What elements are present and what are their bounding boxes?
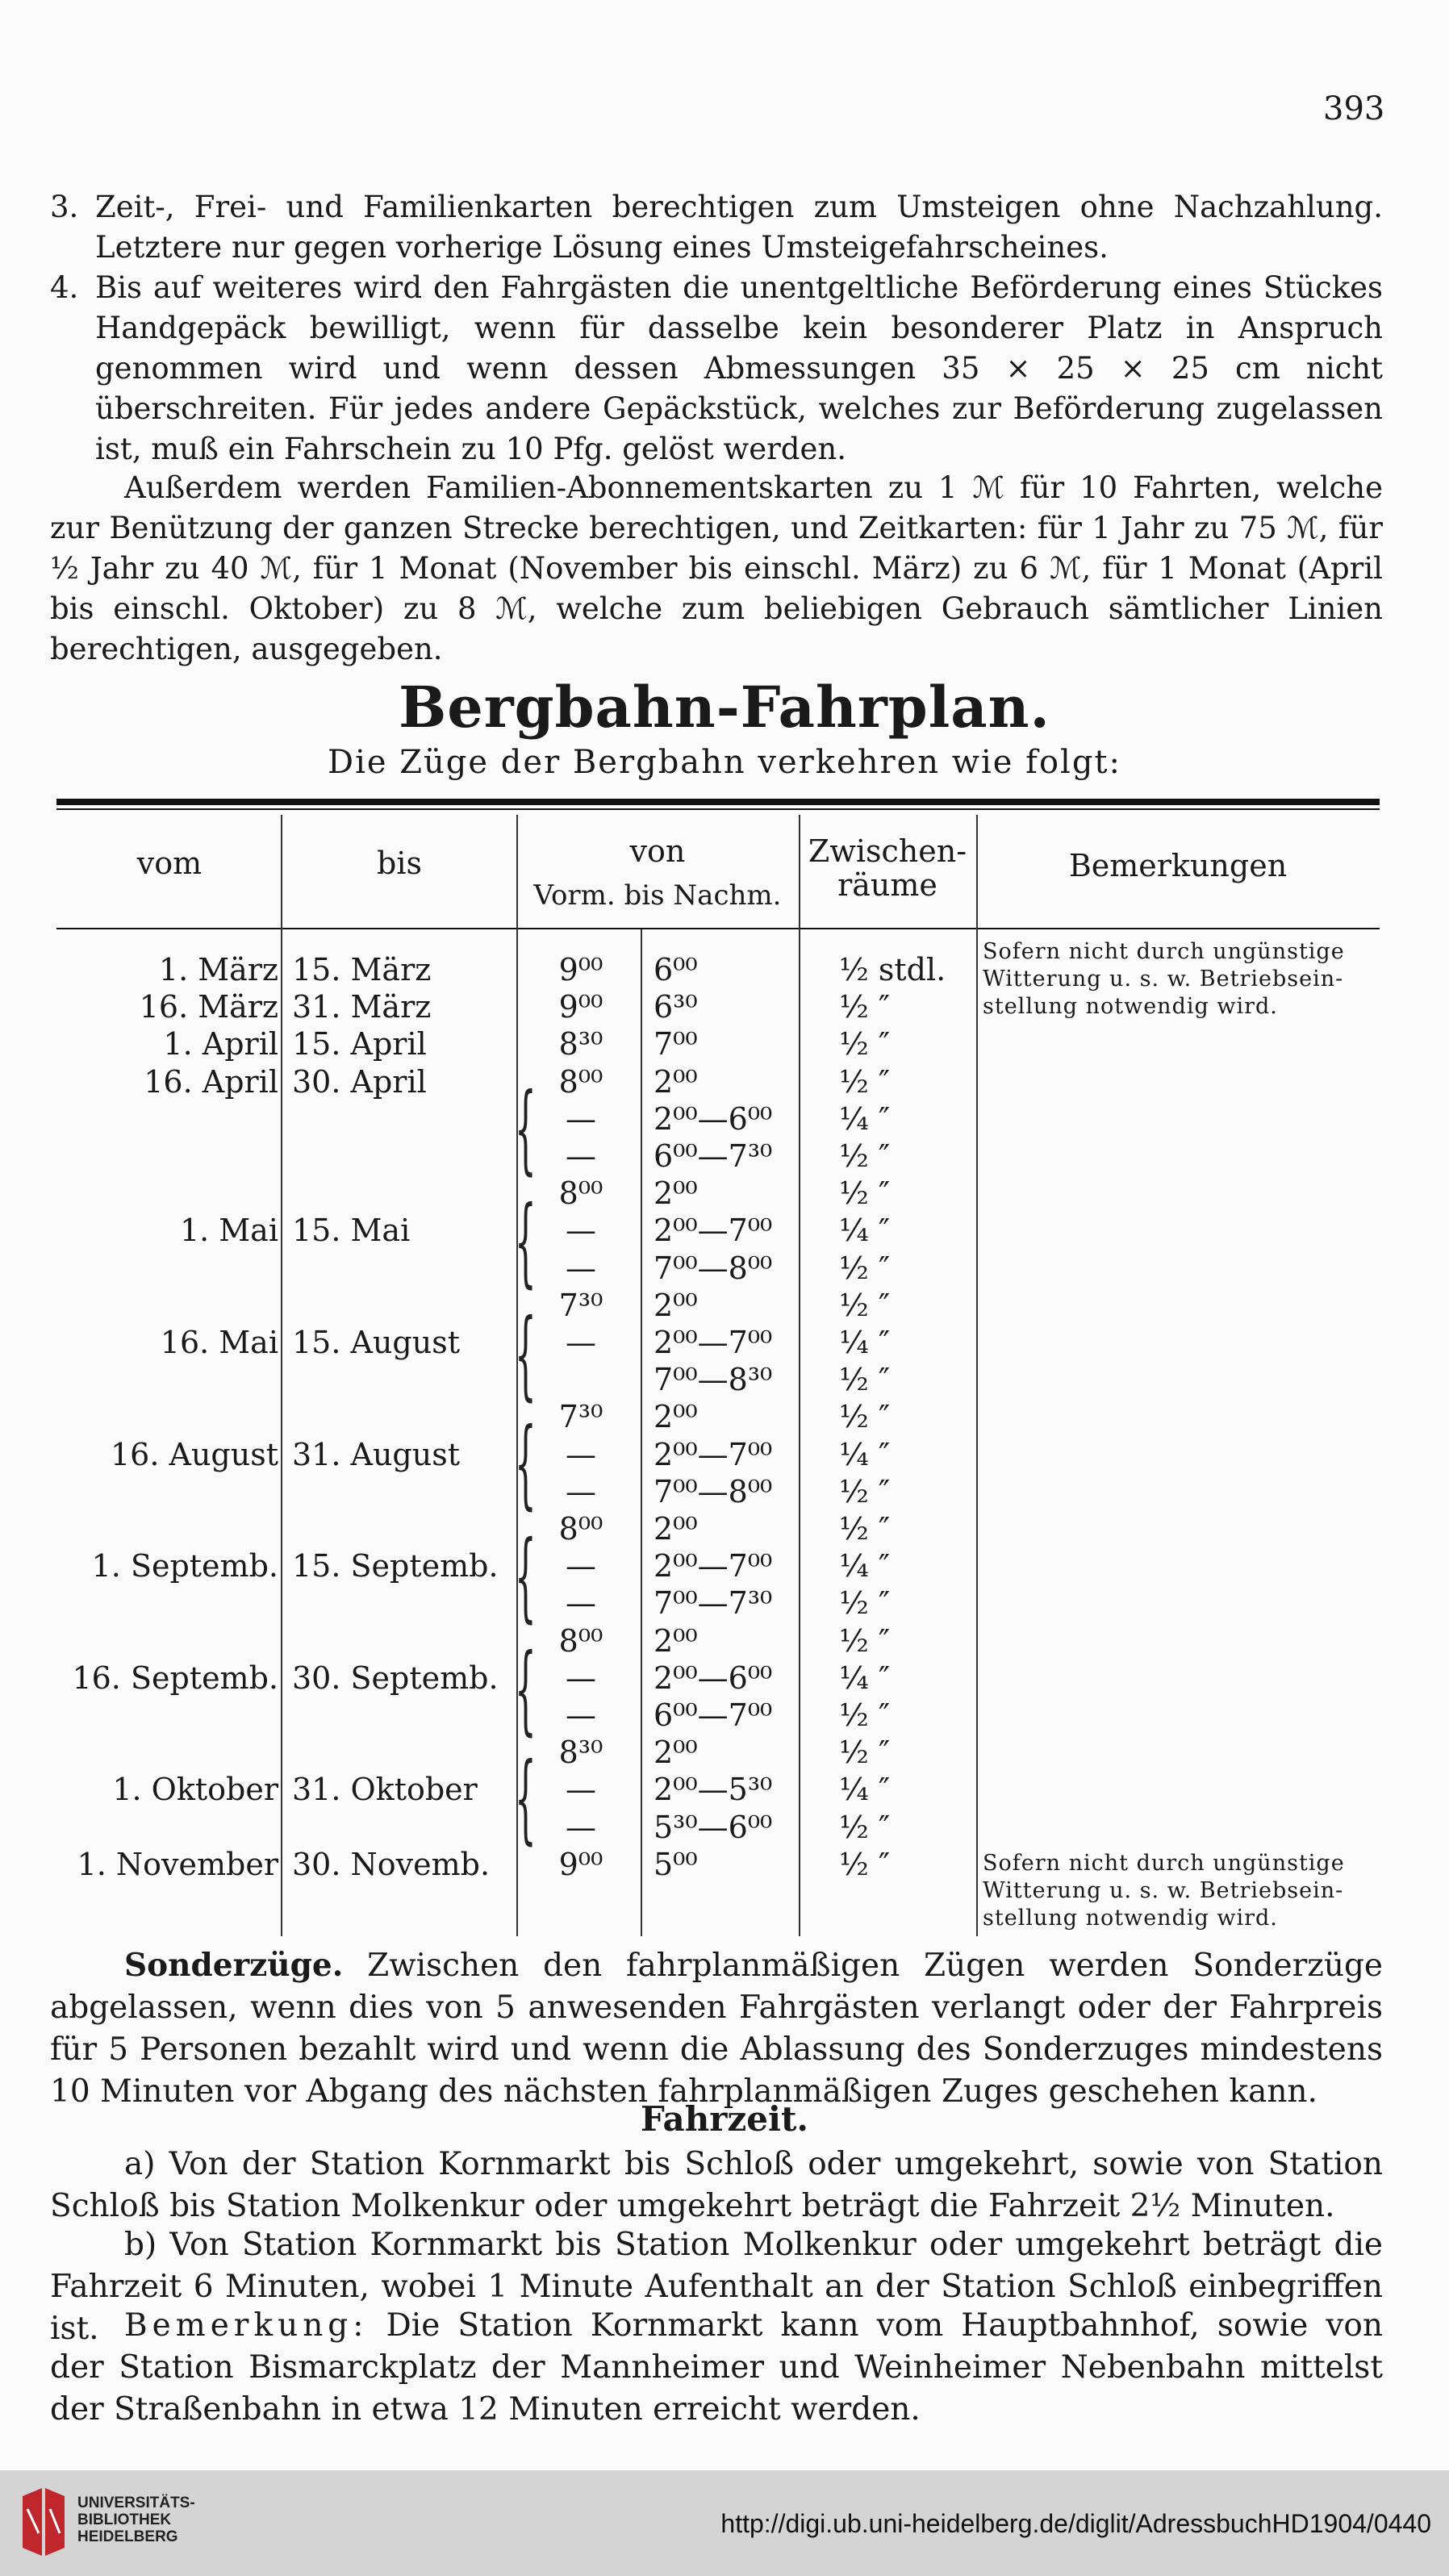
- cell-nachm: 6⁰⁰: [654, 952, 698, 987]
- column-divider: [281, 815, 282, 1936]
- cell-interval: ½ ″: [839, 1138, 891, 1174]
- item-number: 4.: [50, 270, 79, 305]
- fahrzeit-b: b) Von Station Kornmarkt bis Station Molkenkur oder umgekehrt beträgt die Fahrzeit 6 Minuten, wobei 1 Minute Aufenthalt an der Station Schloß einbegriffen ist.: [50, 2227, 1383, 2347]
- cell-vom: 16. April: [144, 1063, 278, 1100]
- cell-vorm: —: [566, 1100, 596, 1137]
- footer-bar: [0, 2470, 1449, 2576]
- cell-nachm: 2⁰⁰: [654, 1287, 698, 1323]
- cell-vom: 16. Septemb.: [72, 1660, 278, 1696]
- cell-bis: 15. Septemb.: [292, 1548, 499, 1584]
- cell-interval: ½ ″: [839, 1809, 891, 1845]
- cell-bis: 30. April: [292, 1063, 427, 1100]
- cell-interval: ¼ ″: [839, 1436, 891, 1472]
- page-number: 393: [1323, 90, 1385, 127]
- cell-interval: ½ ″: [839, 1697, 891, 1733]
- item-number: 3.: [50, 190, 79, 224]
- header-von-sub: Vorm. bis Nachm.: [533, 879, 782, 912]
- logo-line: UNIVERSITÄTS-: [77, 2495, 195, 2511]
- cell-vorm: 9⁰⁰: [558, 952, 603, 987]
- cell-interval: ¼ ″: [839, 1660, 891, 1696]
- page-subtitle: Die Züge der Bergbahn verkehren wie folgt:: [328, 744, 1121, 781]
- bemerkung-label: Bemerkung:: [124, 2307, 369, 2344]
- cell-vorm: —: [566, 1325, 596, 1360]
- remark-line: Witterung u. s. w. Betriebsein-: [983, 967, 1344, 992]
- bemerkung-paragraph: [50, 2305, 1383, 2431]
- cell-vorm: —: [566, 1697, 596, 1733]
- table-top-rule: [56, 799, 1380, 805]
- cell-bis: 15. Mai: [292, 1213, 411, 1249]
- cell-vorm: —: [566, 1809, 596, 1845]
- sonderzuege-label: Sonderzüge.: [124, 1947, 344, 1984]
- cell-vom: 1. November: [77, 1846, 278, 1882]
- brace: {: [515, 1743, 537, 1855]
- cell-interval: ¼ ″: [839, 1100, 891, 1137]
- header-rule: [56, 928, 1380, 929]
- brace: {: [515, 1299, 537, 1411]
- cell-vorm: 8⁰⁰: [558, 1063, 603, 1100]
- remark-line: Sofern nicht durch ungünstige: [983, 1851, 1345, 1876]
- cell-nachm: 5⁰⁰: [654, 1846, 698, 1882]
- cell-interval: ½ ″: [839, 1250, 891, 1286]
- remark-line: stellung notwendig wird.: [983, 1906, 1278, 1931]
- logo-line: HEIDELBERG: [77, 2528, 178, 2545]
- source-url-link[interactable]: http://digi.ub.uni-heidelberg.de/diglit/AdressbuchHD1904/0440: [720, 2509, 1431, 2538]
- cell-nachm: 2⁰⁰—6⁰⁰: [654, 1660, 773, 1696]
- cell-interval: ½ ″: [839, 1585, 891, 1622]
- sonderzuege-paragraph: [50, 1944, 1383, 2113]
- cell-nachm: 2⁰⁰: [654, 1622, 698, 1659]
- list-item: [50, 187, 1383, 268]
- cell-interval: ½ ″: [839, 1622, 891, 1659]
- cell-vorm: 9⁰⁰: [558, 1846, 603, 1882]
- header-bemerkungen: Bemerkungen: [1068, 848, 1288, 883]
- column-divider: [976, 815, 978, 1936]
- cell-interval: ¼ ″: [839, 1325, 891, 1360]
- cell-nachm: 7⁰⁰: [654, 1026, 698, 1063]
- fahrzeit-title: Fahrzeit.: [641, 2099, 808, 2139]
- cell-bis: 30. Novemb.: [292, 1846, 491, 1882]
- cell-vorm: 8³⁰: [558, 1026, 603, 1063]
- cell-interval: ¼ ″: [839, 1548, 891, 1584]
- brace: {: [515, 1186, 537, 1298]
- header-vom: vom: [136, 845, 203, 881]
- cell-nachm: 2⁰⁰—7⁰⁰: [654, 1325, 773, 1360]
- cell-interval: ½ ″: [839, 1287, 891, 1323]
- remark-top: [983, 938, 1345, 1021]
- cell-nachm: 2⁰⁰: [654, 1399, 698, 1435]
- remark-line: Sofern nicht durch ungünstige: [983, 939, 1345, 964]
- cell-vorm: —: [566, 1660, 596, 1696]
- cell-nachm: 2⁰⁰: [654, 1735, 698, 1771]
- cell-nachm: 2⁰⁰—6⁰⁰: [654, 1100, 773, 1137]
- cell-nachm: 6³⁰: [654, 989, 698, 1025]
- cell-interval: ½ ″: [839, 1511, 891, 1547]
- intro-paragraph: Außerdem werden Familien-Abonnementskarten zu 1 ℳ für 10 Fahrten, welche zur Benützung der ganzen Strecke berechtigen, und Zeitkarten: für 1 Jahr zu 75 ℳ, für ½ Jahr zu 40 ℳ, für 1 Monat (November bis einschl. März) zu 6 ℳ, für 1 Monat (April bis einschl. Oktober) zu 8 ℳ, welche zum beliebigen Gebrauch sämtlicher Linien berechtigen, ausgegeben.: [50, 470, 1383, 666]
- column-divider: [641, 929, 642, 1936]
- cell-interval: ¼ ″: [839, 1213, 891, 1249]
- cell-vorm: 7³⁰: [558, 1287, 603, 1323]
- header-raeume: räume: [837, 867, 937, 903]
- cell-nachm: 2⁰⁰—7⁰⁰: [654, 1436, 773, 1472]
- cell-nachm: 7⁰⁰—8³⁰: [654, 1362, 773, 1398]
- cell-nachm: 7⁰⁰—8⁰⁰: [654, 1473, 773, 1509]
- library-logo-icon: [18, 2485, 69, 2562]
- cell-nachm: 2⁰⁰—5³⁰: [654, 1772, 773, 1808]
- sonderzuege-text: Zwischen den fahrplanmäßigen Zügen werden Sonderzüge abgelassen, wenn dies von 5 anwesenden Fahrgästen verlangt oder der Fahrpreis für 5 Personen bezahlt wird und wenn die Ablassung des Sonderzuges mindestens 10 Minuten vor Abgang des nächsten fahrplanmäßigen Zuges geschehen kann.: [50, 1948, 1383, 2110]
- logo-line: BIBLIOTHEK: [77, 2511, 172, 2528]
- remark-line: stellung notwendig wird.: [983, 994, 1278, 1019]
- cell-interval: ½ stdl.: [839, 952, 946, 987]
- cell-interval: ½ ″: [839, 989, 891, 1025]
- cell-nachm: 2⁰⁰: [654, 1063, 698, 1100]
- cell-interval: ½ ″: [839, 1063, 891, 1100]
- fahrzeit-a: a) Von der Station Kornmarkt bis Schloß oder umgekehrt, sowie von Station Schloß bis Station Molkenkur oder umgekehrt beträgt die Fahrzeit 2½ Minuten.: [50, 2146, 1383, 2224]
- list-item: [50, 268, 1383, 470]
- cell-vom: 16. August: [111, 1436, 278, 1472]
- cell-vorm: —: [566, 1213, 596, 1249]
- cell-nachm: 7⁰⁰—7³⁰: [654, 1585, 773, 1622]
- item-text: Bis auf weiteres wird den Fahrgästen die unentgeltliche Beförderung eines Stückes Handgepäck bewilligt, wenn für dasselbe kein besonderer Platz in Anspruch genommen wird und wenn dessen Abmessungen 35 × 25 × 25 cm nicht überschreiten. Für jedes andere Gepäckstück, welches zur Beförderung zugelassen ist, muß ein Fahrschein zu 10 Pfg. gelöst werden.: [95, 270, 1383, 466]
- cell-interval: ½ ″: [839, 1026, 891, 1063]
- cell-interval: ¼ ″: [839, 1772, 891, 1808]
- cell-bis: 30. Septemb.: [292, 1660, 499, 1696]
- header-bis: bis: [377, 845, 422, 881]
- cell-nachm: 7⁰⁰—8⁰⁰: [654, 1250, 773, 1286]
- brace: {: [515, 1634, 537, 1746]
- cell-vom: 16. März: [139, 989, 278, 1025]
- remark-bottom: [983, 1850, 1345, 1932]
- cell-vorm: —: [566, 1585, 596, 1622]
- cell-vorm: 8⁰⁰: [558, 1622, 603, 1659]
- brace: {: [515, 1521, 537, 1633]
- cell-vorm: —: [566, 1473, 596, 1509]
- bemerkung-text: Die Station Kornmarkt kann vom Hauptbahnhof, sowie von der Station Bismarckplatz der Mannheimer und Weinheimer Nebenbahn mittelst der Straßenbahn in etwa 12 Minuten erreicht werden.: [50, 2307, 1383, 2428]
- cell-vorm: 9⁰⁰: [558, 989, 603, 1025]
- brace: {: [515, 1408, 537, 1520]
- cell-vorm: —: [566, 1138, 596, 1174]
- cell-vorm: 8⁰⁰: [558, 1175, 603, 1212]
- cell-vorm: —: [566, 1548, 596, 1584]
- cell-vom: 16. Mai: [160, 1325, 278, 1360]
- cell-interval: ½ ″: [839, 1399, 891, 1435]
- cell-interval: ½ ″: [839, 1473, 891, 1509]
- cell-vorm: 8⁰⁰: [558, 1511, 603, 1547]
- remark-line: Witterung u. s. w. Betriebsein-: [983, 1878, 1344, 1903]
- intro-items: [50, 187, 1383, 470]
- cell-nachm: 6⁰⁰—7³⁰: [654, 1138, 773, 1174]
- cell-vom: 1. Septemb.: [91, 1548, 278, 1584]
- item-text: Zeit-, Frei- und Familienkarten berechtigen zum Umsteigen ohne Nachzahlung. Letztere nur gegen vorherige Lösung eines Umsteigefahrscheines.: [95, 190, 1383, 265]
- brace: {: [515, 1073, 537, 1185]
- cell-vorm: —: [566, 1772, 596, 1808]
- cell-bis: 15. August: [292, 1325, 460, 1360]
- cell-bis: 15. April: [292, 1026, 427, 1063]
- library-logo-text: [77, 2495, 195, 2545]
- cell-nachm: 2⁰⁰—7⁰⁰: [654, 1213, 773, 1249]
- cell-interval: ½ ″: [839, 1735, 891, 1771]
- cell-bis: 31. Oktober: [292, 1772, 478, 1808]
- cell-nachm: 2⁰⁰—7⁰⁰: [654, 1548, 773, 1584]
- table-top-rule-thin: [56, 808, 1380, 810]
- cell-nachm: 6⁰⁰—7⁰⁰: [654, 1697, 773, 1733]
- cell-interval: ½ ″: [839, 1362, 891, 1398]
- cell-bis: 31. August: [292, 1436, 460, 1472]
- cell-vorm: —: [566, 1436, 596, 1472]
- header-von: von: [629, 833, 686, 869]
- cell-vorm: 8³⁰: [558, 1735, 603, 1771]
- cell-vorm: 7³⁰: [558, 1399, 603, 1435]
- column-divider: [799, 815, 800, 1936]
- cell-nachm: 5³⁰—6⁰⁰: [654, 1809, 773, 1845]
- cell-vom: 1. Oktober: [112, 1772, 278, 1808]
- page-title: Bergbahn-Fahrplan.: [399, 674, 1050, 741]
- cell-vom: 1. März: [158, 952, 278, 987]
- cell-vorm: —: [566, 1250, 596, 1286]
- cell-nachm: 2⁰⁰: [654, 1511, 698, 1547]
- cell-vom: 1. April: [163, 1026, 278, 1063]
- header-zwischen: Zwischen-: [808, 833, 967, 869]
- cell-bis: 31. März: [292, 989, 432, 1025]
- cell-bis: 15. März: [292, 952, 432, 987]
- cell-vom: 1. Mai: [179, 1213, 278, 1249]
- cell-interval: ½ ″: [839, 1175, 891, 1212]
- cell-nachm: 2⁰⁰: [654, 1175, 698, 1212]
- cell-interval: ½ ″: [839, 1846, 891, 1882]
